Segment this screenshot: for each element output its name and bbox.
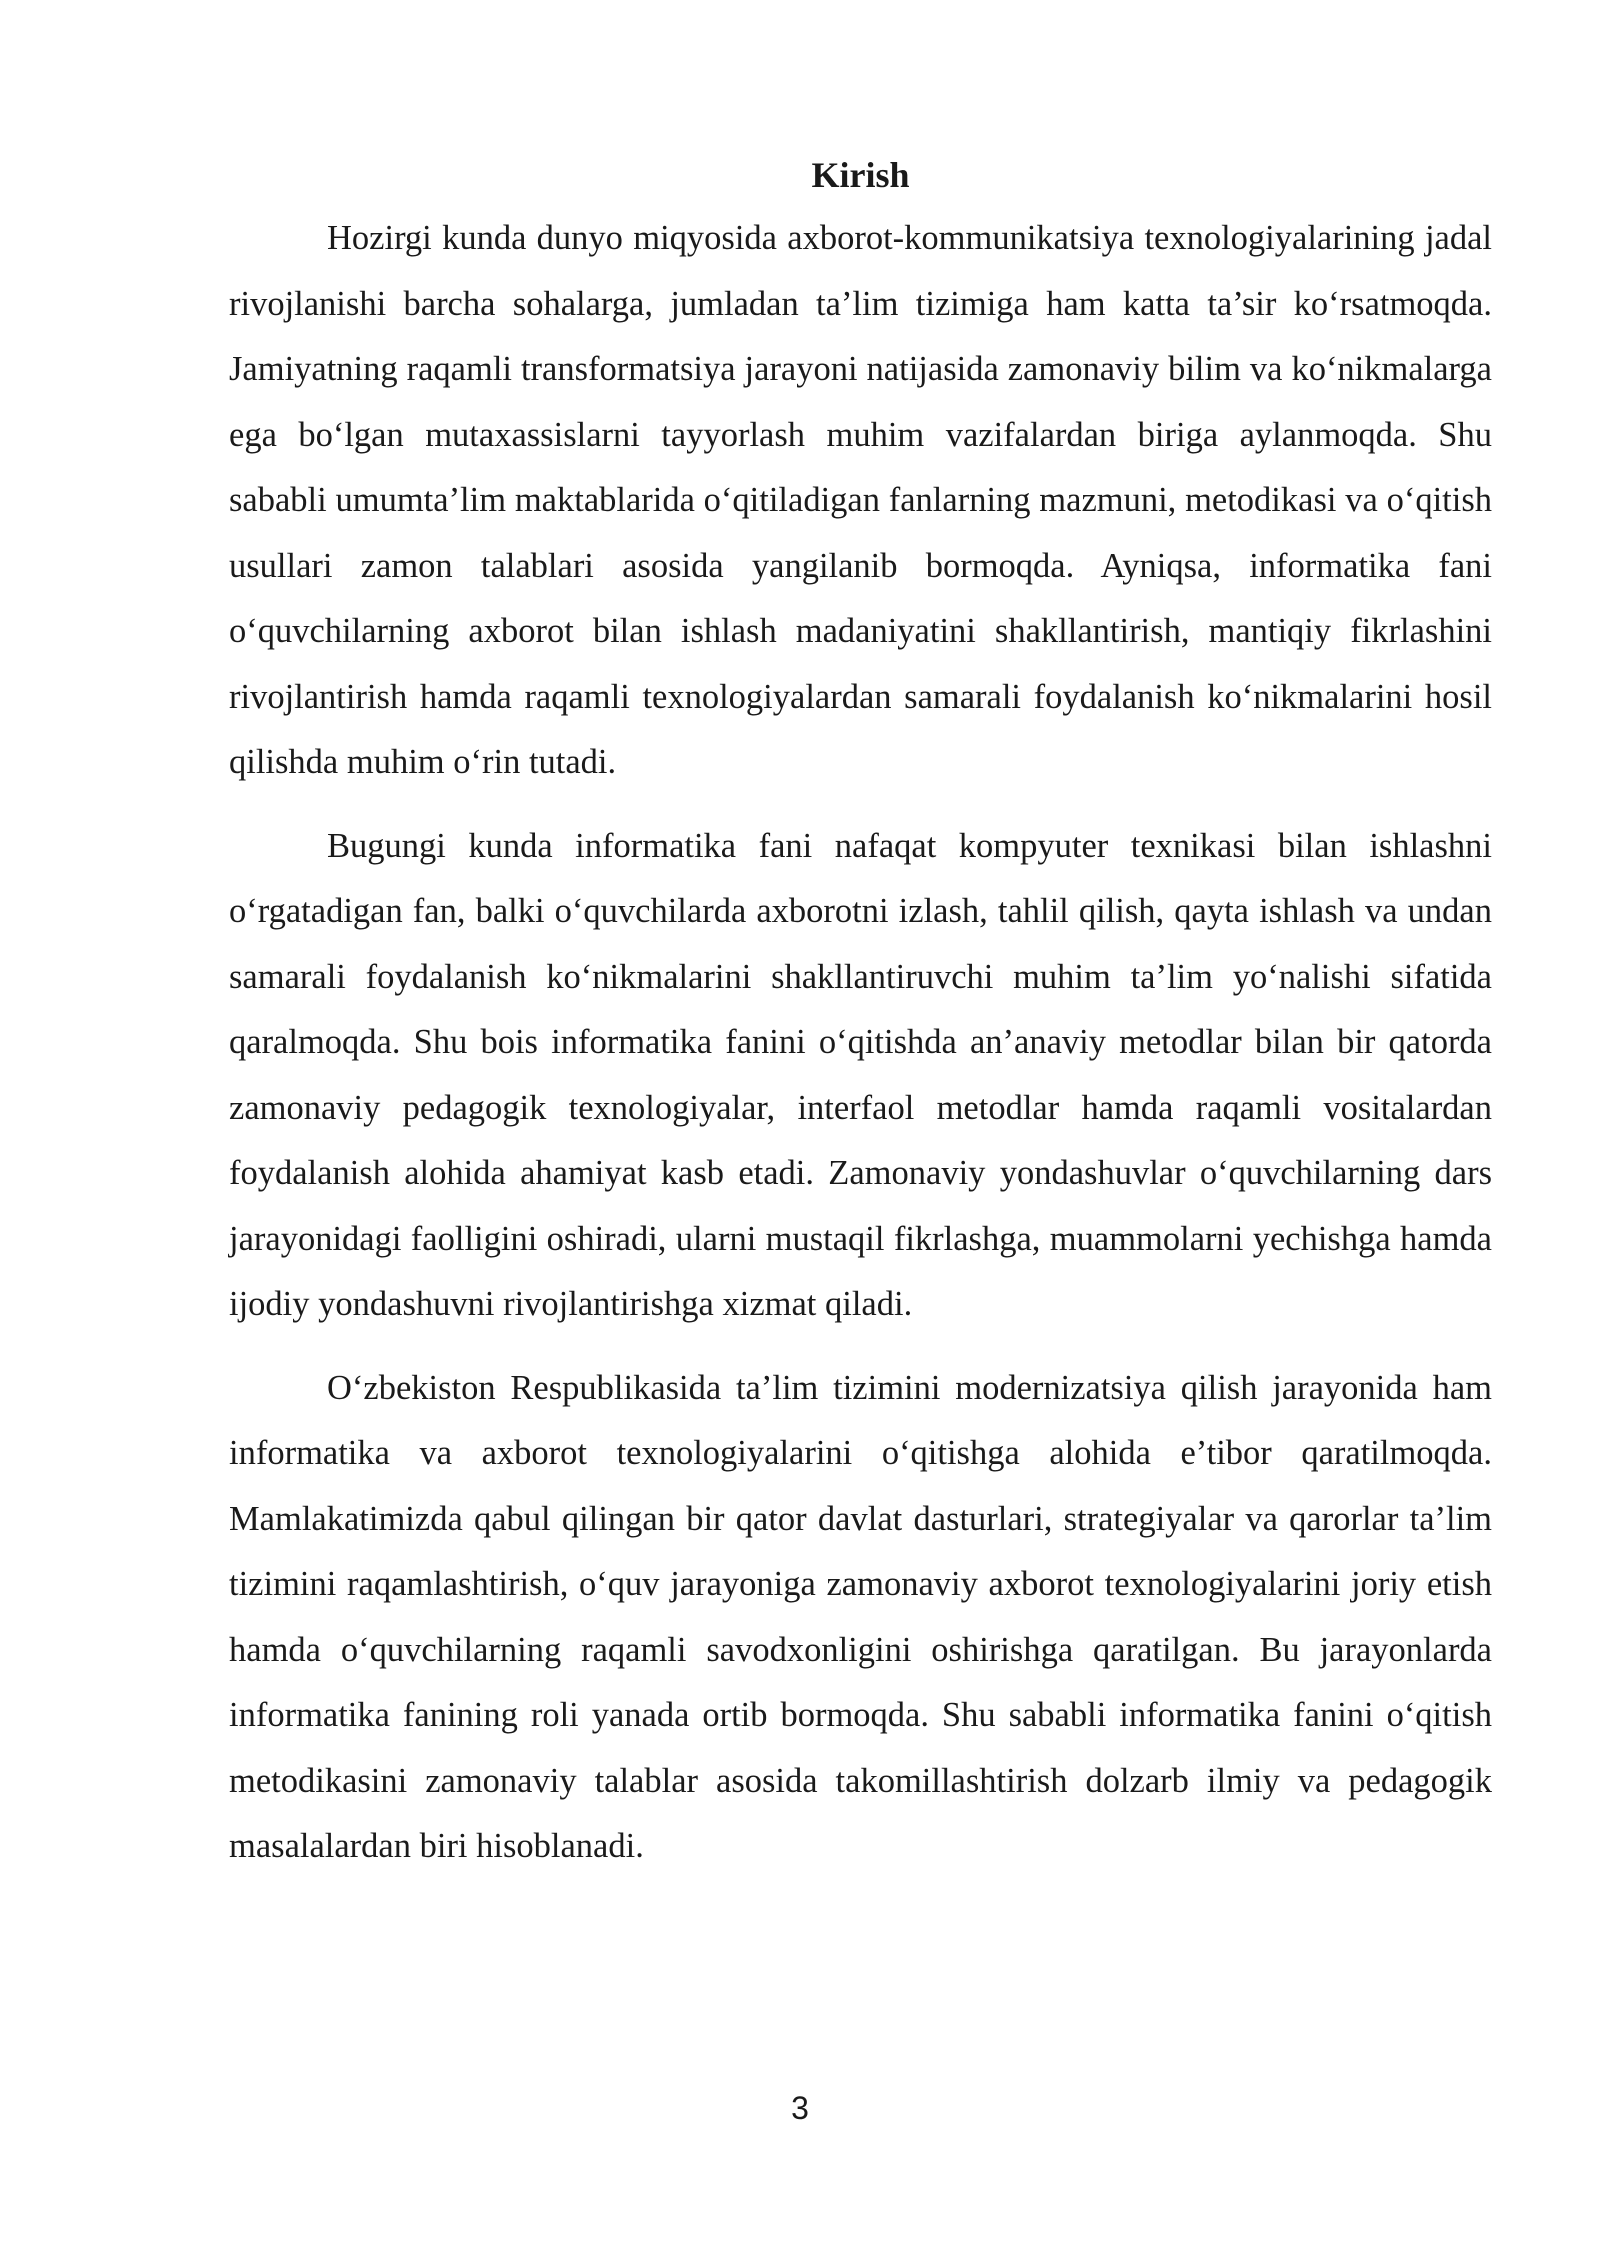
paragraph-3: O‘zbekiston Respublikasida ta’lim tizimini modernizatsiya qilish jarayonida ham informatika va axborot texnologiyalarini o‘qitishga alohida e’tibor qaratilmoqda. Mamlakatimizda qabul qilingan bir qator davlat dasturlari, strategiyalar va qarorlar ta’lim tizimini raqamlashtirish, o‘quv jarayoniga zamonaviy axborot texnologiyalarini joriy etish hamda o‘quvchilarning raqamli savodxonligini oshirishga qaratilgan. Bu jarayonlarda informatika fanining roli yanada ortib bormoqda. Shu sababli informatika fanini o‘qitish metodikasini zamonaviy talablar asosida takomillashtirish dolzarb ilmiy va pedagogik masalalardan biri hisoblanadi. [229, 1368, 1492, 1865]
section-title: Kirish [811, 155, 910, 195]
paragraph-1: Hozirgi kunda dunyo miqyosida axborot-kommunikatsiya texnologiyalarining jadal rivojlanishi barcha sohalarga, jumladan ta’lim tizimiga ham katta ta’sir ko‘rsatmoqda. Jamiyatning raqamli transformatsiya jarayoni natijasida zamonaviy bilim va ko‘nikmalarga ega bo‘lgan mutaxassislarni tayyorlash muhim vazifalardan biriga aylanmoqda. Shu sababli umumta’lim maktablarida o‘qitiladigan fanlarning mazmuni, metodikasi va o‘qitish usullari zamon talablari asosida yangilanib bormoqda. Ayniqsa, informatika fani o‘quvchilarning axborot bilan ishlash madaniyatini shakllantirish, mantiqiy fikrlashini rivojlantirish hamda raqamli texnologiyalardan samarali foydalanish ko‘nikmalarini hosil qilishda muhim o‘rin tutadi. [229, 219, 1492, 781]
page-content [229, 148, 1492, 1898]
paragraph-2: Bugungi kunda informatika fani nafaqat kompyuter texnikasi bilan ishlashni o‘rgatadigan fan, balki o‘quvchilarda axborotni izlash, tahlil qilish, qayta ishlash va undan samarali foydalanish ko‘nikmalarini shakllantiruvchi muhim ta’lim yo‘nalishi sifatida qaralmoqda. Shu bois informatika fanini o‘qitishda an’anaviy metodlar bilan bir qatorda zamonaviy pedagogik texnologiyalar, interfaol metodlar hamda raqamli vositalardan foydalanish alohida ahamiyat kasb etadi. Zamonaviy yondashuvlar o‘quvchilarning dars jarayonidagi faolligini oshiradi, ularni mustaqil fikrlashga, muammolarni yechishga hamda ijodiy yondashuvni rivojlantirishga xizmat qiladi. [229, 826, 1492, 1323]
page-number: 3 [791, 2090, 809, 2126]
